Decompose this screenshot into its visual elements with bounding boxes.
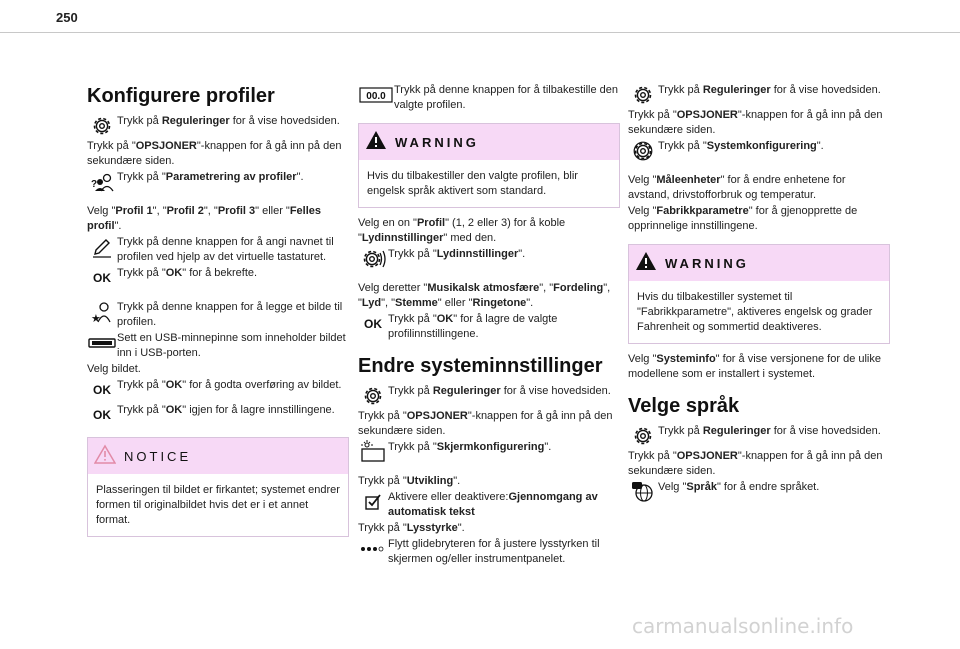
gear-icon <box>358 384 388 408</box>
gear-icon <box>87 114 117 138</box>
warning-box <box>628 244 890 344</box>
step-language <box>628 480 890 504</box>
section-heading-system-settings: Endre systeminnstillinger <box>358 355 603 377</box>
step-text: Trykk på "Lydinnstillinger". <box>388 248 526 260</box>
header-divider <box>0 32 960 33</box>
svg-text:★: ★ <box>91 312 101 324</box>
gear-icon <box>628 83 658 107</box>
step-edit-name <box>87 235 349 265</box>
step-text: Flytt glidebryteren for å justere lysstyrken til skjermen og/eller instrumentpanelet. <box>388 538 600 565</box>
svg-text:00.0: 00.0 <box>366 91 386 102</box>
watermark: carmanualsonline.info <box>632 614 854 638</box>
step-text: Trykk på Reguleringer for å vise hovedsiden. <box>658 425 881 437</box>
warning-body: Hvis du tilbakestiller systemet til "Fabrikkparametre", aktiveres engelsk og grader Fahrenheit og sommertid deaktiveres. <box>637 291 873 333</box>
paragraph: Velg bildet. <box>87 363 141 375</box>
step-accept <box>87 378 349 402</box>
section-heading-configure-profiles: Konfigurere profiler <box>87 85 275 107</box>
gear-icon <box>628 424 658 448</box>
paragraph: Trykk på "OPSJONER"-knappen for å gå inn på den sekundære siden. <box>87 140 342 167</box>
warning-title: WARNING <box>395 134 479 150</box>
step-save <box>87 403 349 427</box>
step-brightness <box>358 537 620 567</box>
paragraph: Velg deretter "Musikalsk atmosfære", "Fordeling", "Lyd", "Stemme" eller "Ringetone". <box>358 282 611 309</box>
step-add-image <box>87 300 349 330</box>
paragraph: Trykk på "Utvikling". <box>358 475 461 487</box>
step-text: Trykk på "OK" for å bekrefte. <box>117 267 258 279</box>
step-text: Trykk på "Skjermkonfigurering". <box>388 441 552 453</box>
step-text: Velg "Språk" for å endre språket. <box>658 481 820 493</box>
step-text: Trykk på "OK" igjen for å lagre innstillingene. <box>117 404 335 416</box>
paragraph: Velg en on "Profil" (1, 2 eller 3) for å koble "Lydinnstillinger" med den. <box>358 217 566 244</box>
notice-body: Plasseringen til bildet er firkantet; systemet endrer formen til originalbildet hvis det er i et annet format. <box>96 484 340 526</box>
column-1 <box>87 82 349 545</box>
step-save-profile <box>358 312 620 342</box>
warning-box <box>358 123 620 208</box>
paragraph: Trykk på "Lysstyrke". <box>358 522 465 534</box>
brightness-slider-icon <box>358 537 388 561</box>
step-text: Trykk på "Parametrering av profiler". <box>117 171 304 183</box>
step-system-config <box>628 139 890 163</box>
step-text: Trykk på "Systemkonfigurering". <box>658 140 824 152</box>
notice-box <box>87 437 349 537</box>
paragraph: Trykk på "OPSJONER"-knappen for å gå inn på den sekundære siden. <box>628 109 883 136</box>
column-2 <box>358 82 620 568</box>
step-text: Trykk på "OK" for å godta overføring av bildet. <box>117 379 342 391</box>
paragraph: Velg "Måleenheter" for å endre enhetene for avstand, drivstofforbruk og temperatur. <box>628 174 846 201</box>
step-sound-settings <box>358 247 620 271</box>
reset-icon <box>358 83 394 107</box>
paragraph: Velg "Systeminfo" for å vise versjonene for de ulike modellene som er installert i systemet. <box>628 353 881 380</box>
profiles-icon <box>87 170 117 194</box>
warning-icon <box>365 130 387 155</box>
step-reset-profile <box>358 83 620 113</box>
warning-icon <box>635 251 657 276</box>
step-text: Aktivere eller deaktivere:Gjennomgang av automatisk tekst <box>388 491 598 518</box>
step-text: Trykk på Reguleringer for å vise hovedsiden. <box>388 385 611 397</box>
ok-icon: OK <box>364 316 382 331</box>
ok-icon: OK <box>93 382 111 397</box>
step-text: Trykk på Reguleringer for å vise hovedsiden. <box>117 115 340 127</box>
warning-title: WARNING <box>665 255 749 271</box>
usb-icon <box>87 331 117 355</box>
step-auto-text <box>358 490 620 520</box>
ok-icon: OK <box>93 270 111 285</box>
step-settings <box>87 114 349 138</box>
step-settings <box>628 83 890 107</box>
paragraph: Velg "Profil 1", "Profil 2", "Profil 3" eller "Felles profil". <box>87 205 322 232</box>
gear-icon <box>628 139 658 163</box>
step-settings <box>628 424 890 448</box>
step-settings <box>358 384 620 408</box>
step-screen-config <box>358 440 620 464</box>
step-text: Trykk på Reguleringer for å vise hovedsiden. <box>658 84 881 96</box>
section-heading-choose-language: Velge språk <box>628 395 740 417</box>
step-text: Trykk på "OK" for å lagre de valgte profilinnstillingene. <box>388 313 558 340</box>
step-text: Trykk på denne knappen for å tilbakestille den valgte profilen. <box>394 84 619 111</box>
language-globe-icon <box>628 480 658 504</box>
step-usb <box>87 331 349 361</box>
checkbox-icon <box>358 490 388 514</box>
notice-icon <box>94 444 116 469</box>
step-text: Trykk på denne knappen for å angi navnet til profilen ved hjelp av det virtuelle tastaturet. <box>117 236 334 263</box>
screen-brightness-icon <box>358 440 388 464</box>
sound-settings-icon <box>358 247 388 271</box>
step-confirm <box>87 266 349 290</box>
paragraph: Trykk på "OPSJONER"-knappen for å gå inn på den sekundære siden. <box>358 410 613 437</box>
page-number: 250 <box>56 10 78 25</box>
step-profile-settings <box>87 170 349 194</box>
paragraph: Trykk på "OPSJONER"-knappen for å gå inn på den sekundære siden. <box>628 450 883 477</box>
profile-star-icon <box>87 300 117 324</box>
ok-icon: OK <box>93 407 111 422</box>
svg-text:?: ? <box>91 179 98 190</box>
warning-body: Hvis du tilbakestiller den valgte profilen, blir engelsk språk aktivert som standard. <box>367 170 578 197</box>
column-3 <box>628 82 890 505</box>
step-text: Sett en USB-minnepinne som inneholder bildet inn i USB-porten. <box>117 332 346 359</box>
notice-title: NOTICE <box>124 448 192 464</box>
paragraph: Velg "Fabrikkparametre" for å gjenopprette de opprinnelige innstillingene. <box>628 205 858 232</box>
step-text: Trykk på denne knappen for å legge et bilde til profilen. <box>117 301 343 328</box>
pencil-icon <box>87 235 117 259</box>
